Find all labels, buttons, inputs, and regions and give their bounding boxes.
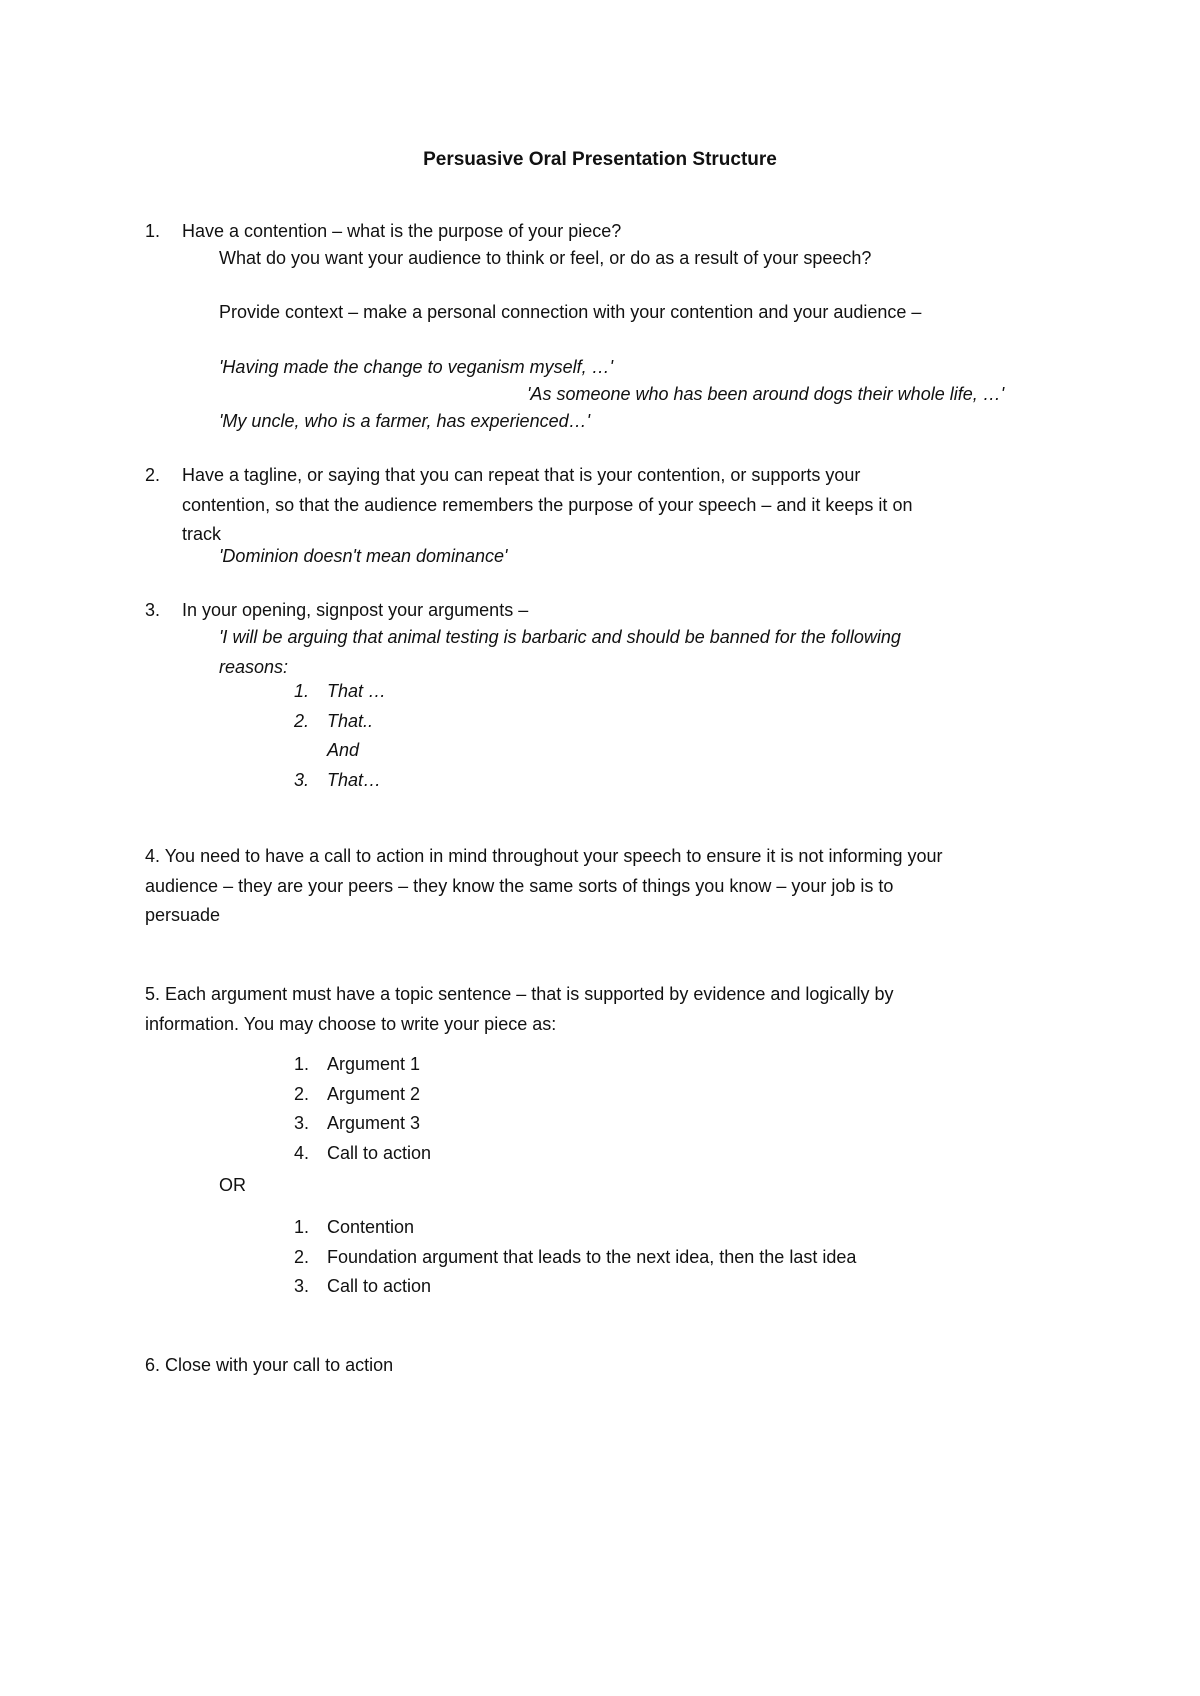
- list-item: [294, 707, 386, 737]
- section-1-quote-2: 'As someone who has been around dogs their whole life, …': [527, 384, 1005, 404]
- list-item: [294, 766, 386, 796]
- list-item: [294, 1109, 431, 1139]
- list-item-text: Argument 2: [327, 1083, 421, 1104]
- list-item: [294, 1243, 856, 1273]
- list-item-text: That..: [327, 710, 374, 731]
- list-item-text: Call to action: [327, 1142, 432, 1163]
- list-item: [294, 1080, 431, 1110]
- section-1-quote-1: 'Having made the change to veganism myself, …': [219, 357, 614, 377]
- list-item-number: 3.: [294, 1276, 310, 1296]
- section-2: [145, 461, 912, 550]
- list-item-text: Argument 3: [327, 1113, 421, 1133]
- structure-option-1-list: [294, 1050, 431, 1168]
- list-item-text: That…: [327, 769, 382, 790]
- list-item-text: And: [327, 740, 360, 760]
- section-4: [145, 842, 943, 931]
- section-3-line-1: In your opening, signpost your arguments –: [182, 600, 529, 620]
- list-item-number: 2.: [294, 1083, 310, 1104]
- list-item-text: Call to action: [327, 1276, 432, 1296]
- section-4-line-2: audience – they are your peers – they know the same sorts of things you know – your job is to: [145, 875, 894, 896]
- or-separator: OR: [219, 1175, 246, 1195]
- list-item: [294, 1139, 431, 1169]
- list-item: [294, 677, 386, 707]
- list-item-number: 2.: [294, 710, 310, 731]
- section-number: 3.: [145, 600, 161, 620]
- section-2-line-3: track: [182, 524, 222, 544]
- list-item-number: 1.: [294, 681, 310, 701]
- list-item-text: That …: [327, 681, 387, 701]
- section-2-tagline: 'Dominion doesn't mean dominance': [219, 546, 508, 566]
- section-2-line-1: Have a tagline, or saying that you can repeat that is your contention, or supports your: [182, 465, 861, 485]
- page-title: Persuasive Oral Presentation Structure: [423, 149, 777, 170]
- section-5-line-1: 5. Each argument must have a topic sentence – that is supported by evidence and logically by: [145, 984, 894, 1004]
- section-3-quote-line-1: 'I will be arguing that animal testing is barbaric and should be banned for the following: [219, 627, 901, 647]
- list-item-number: 1.: [294, 1217, 310, 1237]
- section-3-quote: [219, 623, 901, 682]
- section-3: [145, 596, 528, 626]
- section-4-line-3: persuade: [145, 905, 221, 925]
- list-item-number: 3.: [294, 1113, 310, 1133]
- list-item-text: Argument 1: [327, 1054, 421, 1074]
- list-item: [294, 736, 386, 766]
- section-4-line-1: 4. You need to have a call to action in mind throughout your speech to ensure it is not informing your: [145, 846, 943, 866]
- section-1: [145, 217, 621, 247]
- section-2-line-2: contention, so that the audience remembers the purpose of your speech – and it keeps it on: [182, 494, 913, 515]
- list-item-text: Contention: [327, 1217, 415, 1237]
- list-item: [294, 1050, 431, 1080]
- section-1-question: What do you want your audience to think or feel, or do as a result of your speech?: [219, 248, 872, 268]
- section-number: 2.: [145, 465, 161, 485]
- section-1-quote-3: 'My uncle, who is a farmer, has experienced…': [219, 411, 591, 431]
- list-item-number: 1.: [294, 1054, 310, 1074]
- list-item: [294, 1213, 856, 1243]
- section-1-line-1: Have a contention – what is the purpose of your piece?: [182, 221, 622, 241]
- list-item: [294, 1272, 856, 1302]
- section-5: [145, 980, 893, 1039]
- structure-option-2-list: [294, 1213, 856, 1302]
- section-5-line-2: information. You may choose to write your piece as:: [145, 1013, 557, 1034]
- list-item-number: 4.: [294, 1142, 310, 1163]
- section-6: 6. Close with your call to action: [145, 1355, 394, 1375]
- list-item-number: 2.: [294, 1246, 310, 1267]
- section-1-context: Provide context – make a personal connection with your contention and your audience –: [219, 302, 922, 322]
- section-3-reasons-list: [294, 677, 386, 795]
- list-item-text: Foundation argument that leads to the next idea, then the last idea: [327, 1246, 857, 1267]
- section-3-quote-line-2: reasons:: [219, 656, 289, 677]
- section-number: 1.: [145, 221, 161, 241]
- list-item-number: 3.: [294, 769, 310, 790]
